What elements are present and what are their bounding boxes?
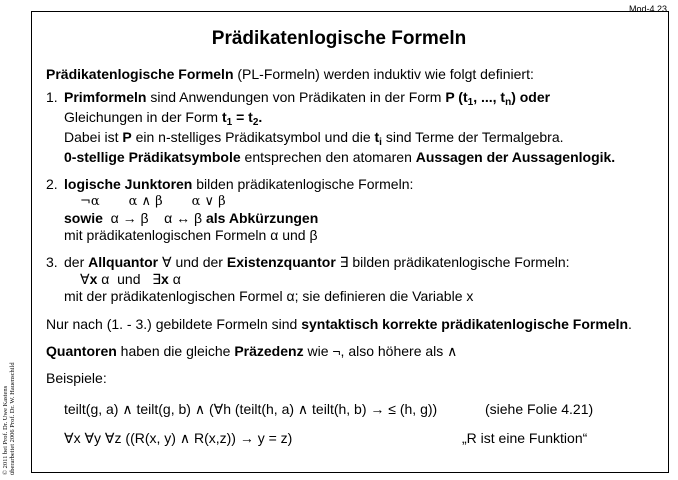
item2-connectives: ¬α α ∧ β α ∨ β [80, 194, 226, 209]
item2-line4: mit prädikatenlogischen Formeln α und β [64, 227, 318, 243]
page-title: Prädikatenlogische Formeln [211, 28, 467, 49]
example2-note: „R ist eine Funktion“ [462, 430, 588, 446]
slide-number: Mod-4.23 [628, 4, 667, 14]
intro-line: Prädikatenlogische Formeln (PL-Formeln) werden induktiv wie folgt definiert: [46, 66, 534, 82]
example1-note: (siehe Folie 4.21) [485, 401, 594, 417]
item1-line2: Gleichungen in der Form $t_1 = t_2$. [64, 109, 263, 128]
quantifier-precedence: Quantoren haben die gleiche Präzedenz wie ¬, also höhere als ∧ [46, 343, 458, 359]
item2-line1: logische Junktoren bilden prädikatenlogische Formeln: [64, 176, 414, 192]
examples-label: Beispiele: [46, 370, 107, 386]
item1-line4: 0-stellige Prädikatsymbole entsprechen den atomaren Aussagen der Aussagenlogik. [64, 149, 616, 165]
item3-number: 3. [46, 254, 58, 270]
item2-number: 2. [46, 176, 58, 192]
item1-number: 1. [46, 89, 58, 105]
item2-line3: sowie α → β α ↔ β als Abkürzungen [64, 210, 319, 226]
item3-quantifiers: ∀x α und ∃x α [80, 271, 181, 287]
copyright-note: © 2011 bei Prof. Dr. Uwe Kastens überarbeitet 2006 Prof. Dr. W. Hauenschild [2, 362, 16, 475]
item3-line1: der Allquantor ∀ und der Existenzquantor ∃ bilden prädikatenlogische Formeln: [64, 254, 570, 270]
example2-formula: ∀x ∀y ∀z ((R(x, y) ∧ R(x,z)) → y = z) [64, 430, 293, 446]
item3-line3: mit der prädikatenlogischen Formel α; sie definieren die Variable x [64, 288, 474, 304]
syntax-rule: Nur nach (1. - 3.) gebildete Formeln sind syntaktisch korrekte prädikatenlogische Formeln. [46, 316, 632, 332]
item1-line3: Dabei ist P ein n-stelliges Prädikatsymbol und die $t_i$ sind Terme der Termalgebra. [64, 129, 564, 148]
item1-line1: Primformeln sind Anwendungen von Prädikaten in der Form P ($t_1$, ..., $t_n$) oder [64, 89, 551, 108]
example1-formula: teilt(g, a) ∧ teilt(g, b) ∧ (∀h (teilt(h, a) ∧ teilt(h, b) → ≤ (h, g)) [64, 401, 438, 417]
